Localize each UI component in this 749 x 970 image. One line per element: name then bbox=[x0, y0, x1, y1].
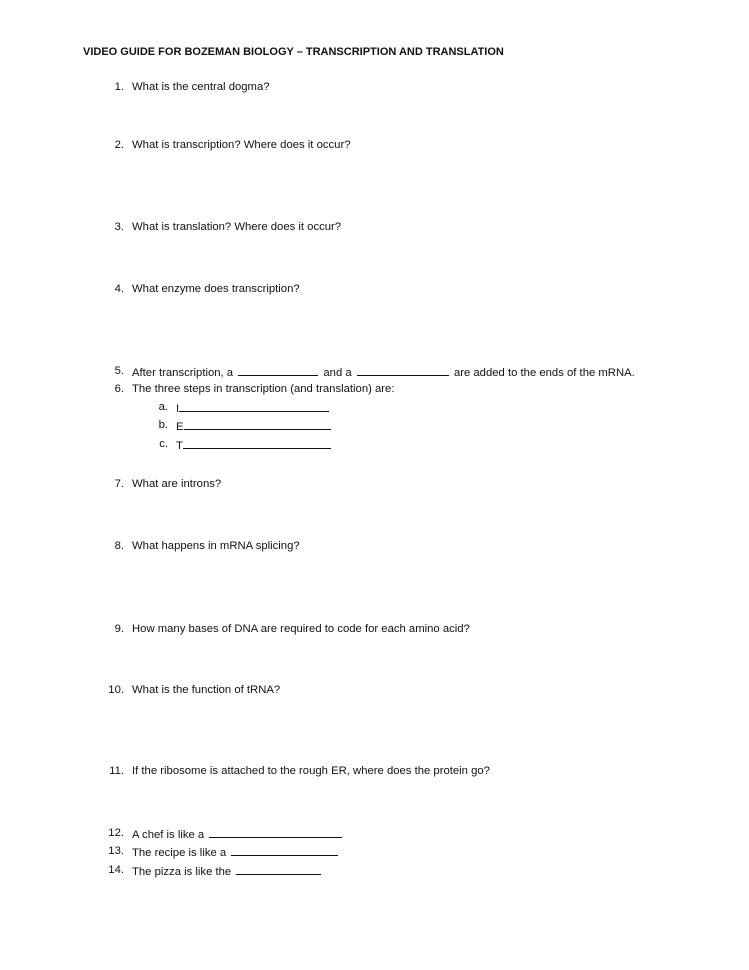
answer-blank[interactable] bbox=[179, 400, 329, 412]
answer-blank[interactable] bbox=[209, 826, 342, 838]
question-text: What is translation? Where does it occur? bbox=[132, 221, 342, 233]
question-number: 9. bbox=[114, 623, 124, 635]
question-text-part2: and a bbox=[323, 367, 352, 379]
step-letter: a. bbox=[158, 401, 168, 413]
question-number: 14. bbox=[108, 864, 124, 876]
question-text: What happens in mRNA splicing? bbox=[132, 540, 300, 552]
question-number: 6. bbox=[114, 383, 124, 395]
question-text: What are introns? bbox=[132, 478, 222, 490]
question-number: 2. bbox=[114, 139, 124, 151]
answer-blank[interactable] bbox=[183, 437, 331, 449]
question-text: How many bases of DNA are required to code for each amino acid? bbox=[132, 623, 470, 635]
question-number: 4. bbox=[114, 283, 124, 295]
question-text: What is the function of tRNA? bbox=[132, 684, 281, 696]
question-text: What enzyme does transcription? bbox=[132, 283, 300, 295]
question-text: The three steps in transcription (and translation) are: bbox=[132, 383, 395, 395]
question-text-part3: are added to the ends of the mRNA. bbox=[453, 367, 635, 379]
question-text: If the ribosome is attached to the rough ER, where does the protein go? bbox=[132, 765, 490, 777]
step-initial: E bbox=[176, 421, 184, 433]
step-letter: b. bbox=[158, 419, 168, 431]
question-number: 7. bbox=[114, 478, 124, 490]
question-text: The pizza is like the bbox=[132, 866, 232, 878]
question-number: 3. bbox=[114, 221, 124, 233]
step-initial: I bbox=[176, 403, 180, 415]
question-number: 1. bbox=[114, 81, 124, 93]
step-initial: T bbox=[176, 440, 183, 452]
answer-blank[interactable] bbox=[231, 844, 338, 856]
question-number: 13. bbox=[108, 845, 124, 857]
question-number: 5. bbox=[114, 365, 124, 377]
question-text: The recipe is like a bbox=[132, 847, 227, 859]
answer-blank[interactable] bbox=[184, 418, 331, 430]
question-number: 12. bbox=[108, 827, 124, 839]
question-text-part1: After transcription, a bbox=[132, 367, 234, 379]
question-text: What is transcription? Where does it occur? bbox=[132, 139, 351, 151]
question-number: 10. bbox=[108, 684, 124, 696]
question-number: 8. bbox=[114, 540, 124, 552]
question-text: What is the central dogma? bbox=[132, 81, 270, 93]
answer-blank[interactable] bbox=[357, 364, 449, 376]
answer-blank[interactable] bbox=[236, 863, 321, 875]
page-title: VIDEO GUIDE FOR BOZEMAN BIOLOGY – TRANSCRIPTION AND TRANSLATION bbox=[83, 46, 504, 58]
step-letter: c. bbox=[159, 438, 168, 450]
question-text: A chef is like a bbox=[132, 829, 205, 841]
question-number: 11. bbox=[109, 765, 124, 777]
answer-blank[interactable] bbox=[238, 364, 318, 376]
